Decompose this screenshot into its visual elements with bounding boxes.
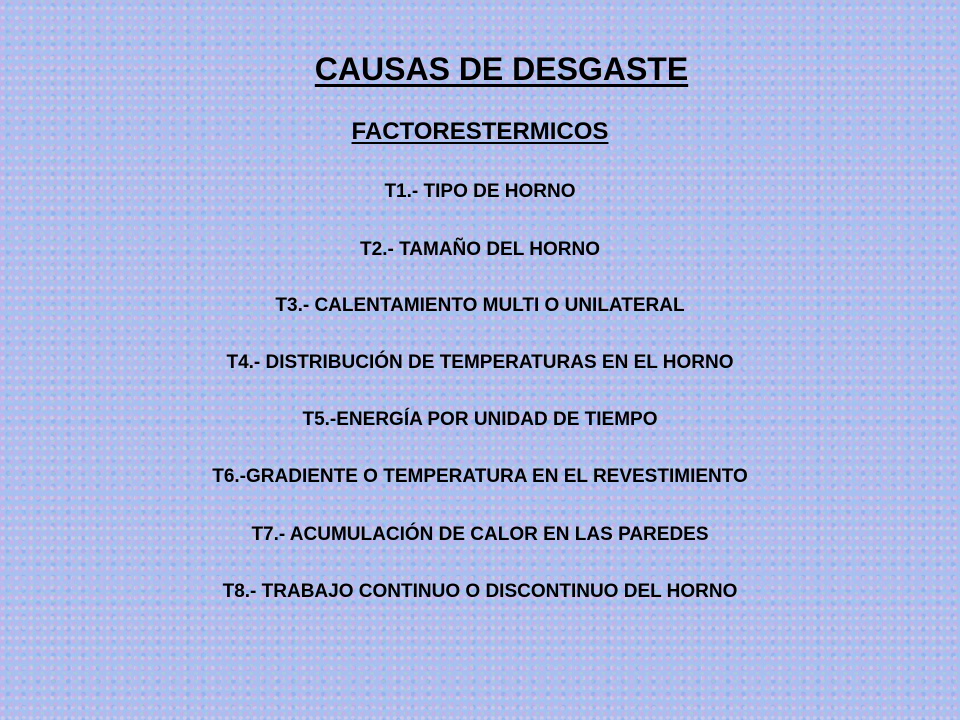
slide-subtitle xyxy=(0,115,960,149)
factor-item-t1: T1.- TIPO DE HORNO xyxy=(384,181,576,202)
factor-item-t6: T6.-GRADIENTE O TEMPERATURA EN EL REVESTIMIENTO xyxy=(212,466,748,487)
factor-item-t7: T7.- ACUMULACIÓN DE CALOR EN LAS PAREDES xyxy=(251,524,709,545)
factor-item-t4: T4.- DISTRIBUCIÓN DE TEMPERATURAS EN EL HORNO xyxy=(226,352,734,373)
factor-item-t5: T5.-ENERGÍA POR UNIDAD DE TIEMPO xyxy=(302,409,658,430)
factor-item-t2: T2.- TAMAÑO DEL HORNO xyxy=(360,239,600,260)
slide-subtitle-text: FACTORESTERMICOS xyxy=(351,118,609,145)
slide-title-text: CAUSAS DE DESGASTE xyxy=(314,51,689,87)
factor-item-t8: T8.- TRABAJO CONTINUO O DISCONTINUO DEL HORNO xyxy=(222,581,738,602)
slide-title xyxy=(0,47,960,91)
factor-item-t3: T3.- CALENTAMIENTO MULTI O UNILATERAL xyxy=(275,295,685,316)
